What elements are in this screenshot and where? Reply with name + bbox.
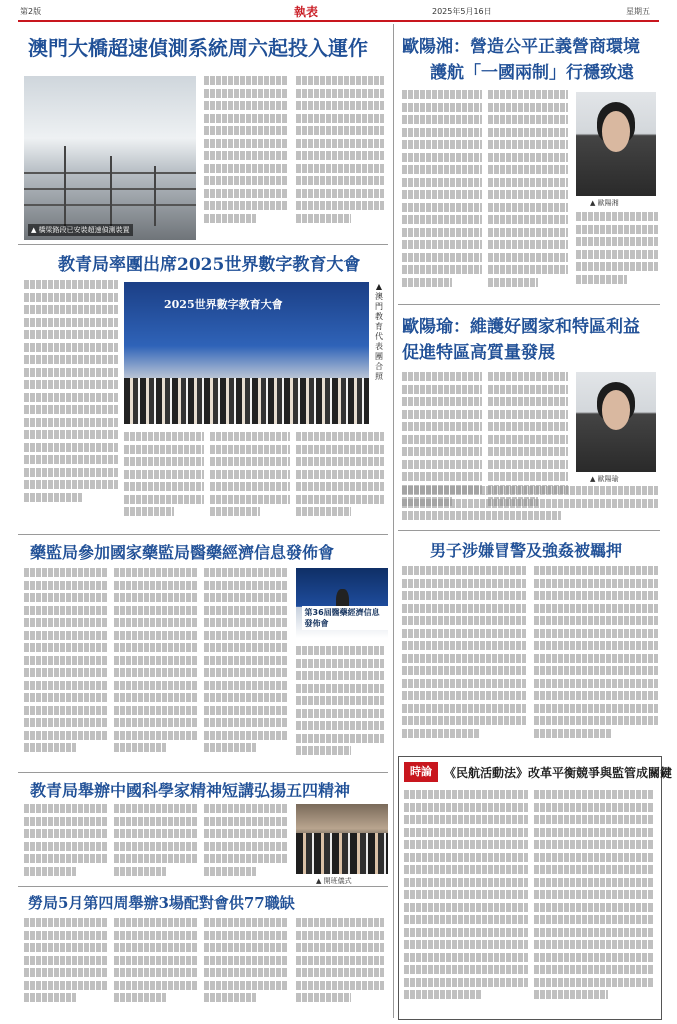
bridge-photo: [24, 76, 196, 240]
fraud-headline: 男子涉嫌冒警及強姦被羈押: [430, 541, 623, 560]
edu-delegation-photo: [124, 282, 369, 424]
ouyang-yu-headline-1: 歐陽瑜：維護好國家和特區利益: [402, 317, 640, 337]
commentary-headline: 《民航活動法》改革平衡競爭與監管成關鍵: [444, 766, 673, 780]
edu-delegation-photo-caption: ▲澳門教育代表團合照: [375, 282, 383, 381]
commentary-badge: 時論: [404, 762, 438, 782]
labour-body-col4: [296, 918, 384, 1014]
scientist-body-col3: [204, 804, 288, 882]
fraud-body-col2: [534, 566, 658, 750]
masthead-rule: [18, 20, 659, 22]
pharma-body-col4: [296, 646, 384, 768]
bridge-body-col2: [296, 76, 384, 240]
pharma-photo: [296, 568, 388, 638]
bridge-headline: 澳門大橋超速偵測系統周六起投入運作: [28, 36, 368, 60]
ouyang-xiang-photo-caption: ▲ 歐陽湘: [590, 199, 619, 207]
ouyang-xiang-body-col2: [488, 90, 568, 298]
pharma-podium-label: 第36屆醫藥經濟信息發佈會: [302, 606, 388, 630]
stage-banner: 2025世界數字教育大會: [164, 298, 283, 311]
pharma-body-col2: [114, 568, 198, 768]
column-divider: [393, 24, 394, 1018]
pharma-body-col3: [204, 568, 288, 768]
labour-body-col1: [24, 918, 108, 1014]
scientist-body-col2: [114, 804, 198, 882]
labour-fair-headline: 勞局5月第四周舉辦3場配對會供77職缺: [28, 894, 295, 912]
edu-delegation-body-col3: [210, 432, 290, 528]
page-number: 第2版: [20, 7, 42, 16]
ouyang-yu-photo-caption: ▲ 歐陽瑜: [590, 475, 619, 483]
commentary-body-col1: [404, 790, 528, 1012]
edu-delegation-body-col4: [296, 432, 384, 528]
ouyang-xiang-headline-2: 護航「一國兩制」行穩致遠: [430, 63, 634, 83]
issue-date: 2025年5月16日: [432, 7, 492, 16]
labour-body-col2: [114, 918, 198, 1014]
edu-delegation-body-col1: [24, 280, 118, 528]
scientist-photo-caption: ▲ 開班儀式: [316, 877, 352, 885]
issue-weekday: 星期五: [626, 7, 650, 16]
fraud-body-col1: [402, 566, 526, 750]
edu-delegation-body-col2: [124, 432, 204, 528]
scientist-body-col1: [24, 804, 108, 882]
ouyang-xiang-body-col1: [402, 90, 482, 298]
scientist-photo: [296, 804, 388, 874]
bridge-photo-caption: ▲ 橋梁路段已安裝超速偵測裝置: [28, 224, 133, 236]
ouyang-yu-photo: [576, 372, 656, 472]
ouyang-xiang-body-col3: [576, 212, 658, 298]
paper-name: 執表: [294, 5, 319, 19]
bridge-body-col1: [204, 76, 288, 240]
ouyang-xiang-headline-1: 歐陽湘：營造公平正義營商環境: [402, 37, 640, 57]
edu-delegation-headline: 教青局率團出席2025世界數字教育大會: [58, 255, 361, 275]
ouyang-yu-headline-2: 促進特區高質量發展: [402, 343, 555, 363]
commentary-body-col2: [534, 790, 654, 1012]
scientist-headline: 教青局舉辦中國科學家精神短講弘揚五四精神: [30, 781, 351, 800]
ouyang-yu-body-bottom: [402, 486, 658, 524]
pharma-body-col1: [24, 568, 108, 768]
pharma-headline: 藥監局參加國家藥監局醫藥經濟信息發佈會: [30, 543, 335, 562]
ouyang-xiang-photo: [576, 92, 656, 196]
labour-body-col3: [204, 918, 288, 1014]
